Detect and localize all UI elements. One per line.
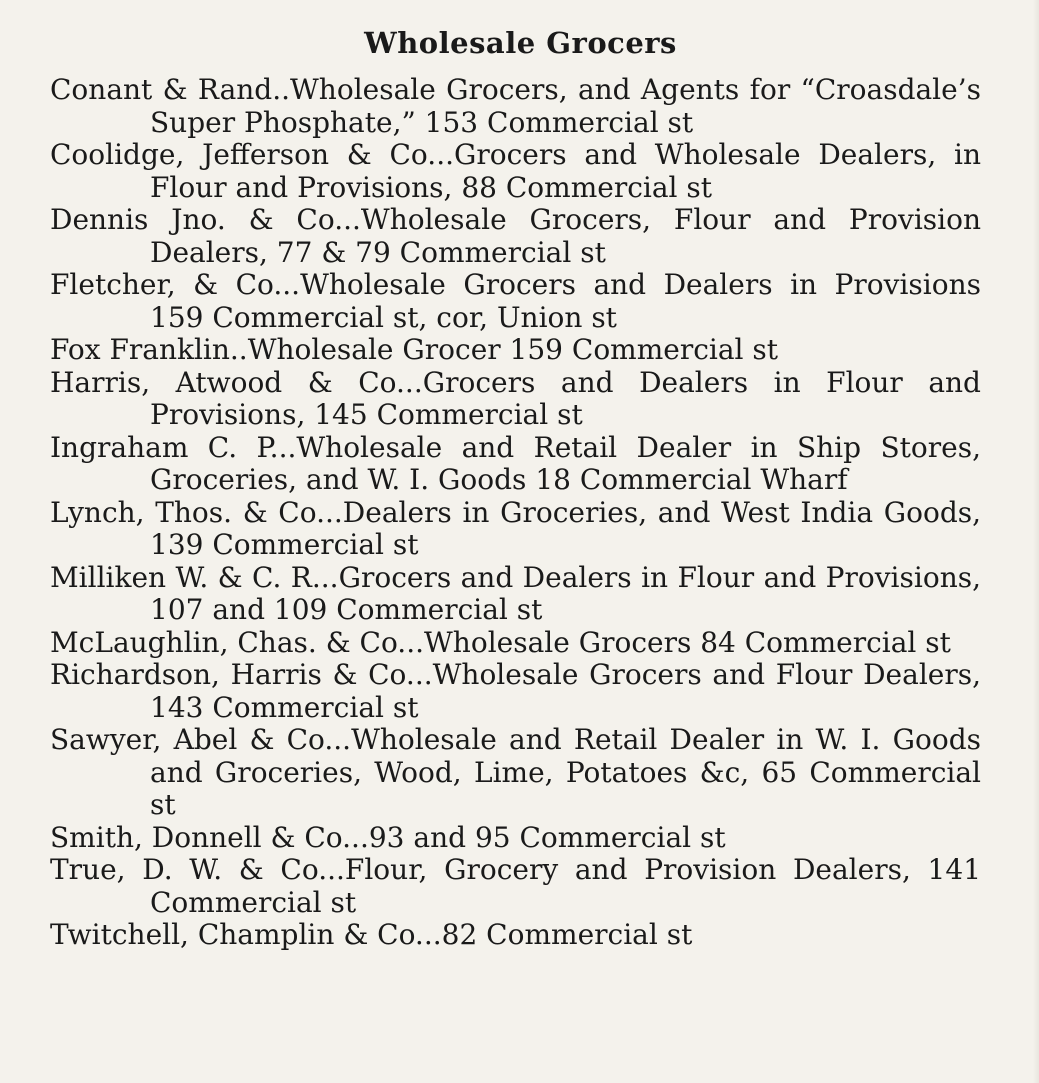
business-name: Dennis Jno. & Co.: [50, 203, 344, 236]
business-description: Dealers in Groceries, and West India Goods, 139 Commercial st: [150, 495, 982, 561]
business-description: Wholesale and Retail Dealer in Ship Stores, Groceries, and W. I. Goods 18 Commercial Wharf: [150, 430, 981, 496]
business-description: 93 and 95 Commercial st: [368, 820, 726, 854]
leader-dots: ..: [324, 495, 343, 529]
leader-dots: ..: [351, 820, 369, 854]
list-item: [50, 919, 981, 952]
list-item: [50, 269, 981, 334]
business-name: Fletcher, & Co.: [50, 268, 283, 301]
business-description: Wholesale Grocers 84 Commercial st: [424, 625, 951, 659]
leader-dots: ..: [282, 268, 301, 301]
business-name: Harris, Atwood & Co.: [50, 365, 405, 399]
leader-dots: ..: [404, 365, 423, 399]
list-item: [50, 497, 981, 562]
business-description: Grocers and Dealers in Flour and Provisions, 107 and 109 Commercial st: [150, 560, 981, 626]
business-name: Lynch, Thos. & Co.: [50, 495, 325, 529]
business-name: McLaughlin, Chas. & Co.: [50, 625, 407, 659]
entry-list: [50, 74, 981, 952]
list-item: [50, 432, 981, 497]
business-description: Wholesale Grocer 159 Commercial st: [247, 333, 779, 366]
business-name: Conant & Rand: [50, 73, 273, 106]
section-title: Wholesale Grocers: [364, 26, 677, 60]
list-item: [50, 334, 981, 367]
leader-dots: ..: [436, 138, 454, 171]
scan-edge-shadow: [1033, 0, 1039, 1083]
business-name: Sawyer, Abel & Co.: [50, 723, 334, 756]
leader-dots: ..: [343, 203, 361, 236]
list-item: [50, 822, 981, 855]
leader-dots: ..: [406, 625, 425, 659]
business-description: Wholesale Grocers and Flour Dealers, 143 Commercial st: [150, 658, 981, 724]
business-name: True, D. W. & Co.: [50, 853, 328, 886]
leader-dots: ..: [423, 918, 442, 951]
business-name: Richardson, Harris & Co.: [50, 658, 415, 691]
business-description: Wholesale Grocers and Dealers in Provisions 159 Commercial st, cor, Union st: [150, 268, 981, 334]
business-name: Fox Franklin: [50, 333, 230, 366]
business-description: Grocers and Dealers in Flour and Provisions, 145 Commercial st: [150, 365, 981, 431]
leader-dots: ..: [414, 658, 433, 691]
leader-dots: ..: [229, 333, 248, 366]
leader-dots: ..: [272, 73, 291, 106]
business-description: Wholesale and Retail Dealer in W. I. Goods and Groceries, Wood, Lime, Potatoes &c, 65 Commercial st: [150, 723, 981, 821]
business-name: Coolidge, Jefferson & Co.: [50, 138, 437, 171]
leader-dots: ..: [327, 853, 345, 886]
business-description: Wholesale Grocers, and Agents for “Croasdale’s Super Phosphate,” 153 Commercial st: [150, 73, 981, 139]
list-item: [50, 204, 981, 269]
leader-dots: ..: [333, 723, 352, 756]
business-name: Twitchell, Champlin & Co.: [50, 918, 424, 951]
business-name: Milliken W. & C. R.: [50, 560, 321, 594]
list-item: [50, 562, 981, 627]
list-item: [50, 724, 981, 822]
list-item: [50, 367, 981, 432]
business-description: Flour, Grocery and Provision Dealers, 141 Commercial st: [150, 853, 982, 919]
business-name: Ingraham C. P.: [50, 430, 279, 464]
list-item: [50, 74, 981, 139]
list-item: [50, 659, 981, 724]
leader-dots: ..: [278, 430, 297, 464]
business-description: 82 Commercial st: [441, 918, 693, 951]
business-name: Smith, Donnell & Co.: [50, 820, 352, 854]
business-description: Wholesale Grocers, Flour and Provision Dealers, 77 & 79 Commercial st: [150, 203, 982, 269]
business-description: Grocers and Wholesale Dealers, in Flour and Provisions, 88 Commercial st: [150, 138, 981, 204]
leader-dots: ..: [320, 560, 339, 594]
list-item: [50, 139, 981, 204]
list-item: [50, 854, 981, 919]
list-item: [50, 627, 981, 660]
